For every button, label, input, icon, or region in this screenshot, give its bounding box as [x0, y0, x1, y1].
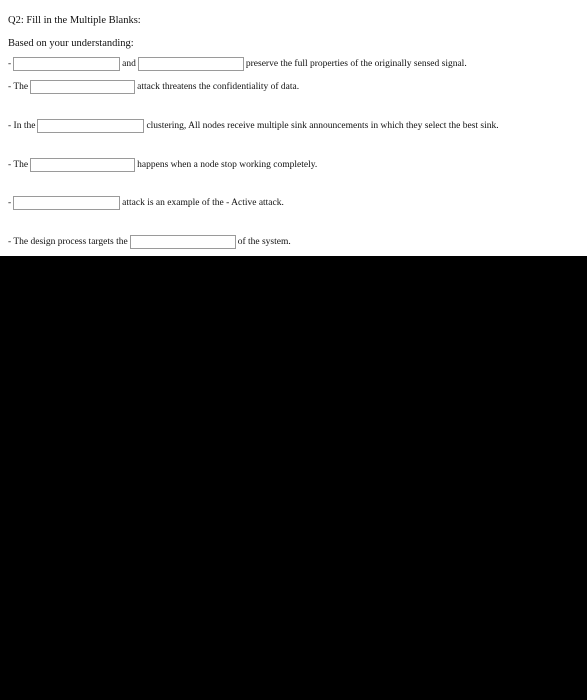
row-4-prefix: - The [8, 160, 29, 170]
row-1-prefix: - [8, 59, 12, 69]
question-panel [0, 0, 587, 256]
row-1-blank-2-input[interactable] [138, 57, 244, 71]
row-6-blank-input[interactable] [130, 235, 236, 249]
row-4-blank-input[interactable] [30, 158, 135, 172]
row-4-suffix: happens when a node stop working completely. [137, 160, 318, 170]
row-2-prefix: - The [8, 82, 29, 92]
row-1-suffix: preserve the full properties of the originally sensed signal. [245, 59, 467, 69]
row-3-suffix: clustering, All nodes receive multiple sink announcements in which they select the best sink. [146, 121, 499, 131]
row-5-prefix: - [8, 198, 12, 208]
blank-row-4 [8, 157, 317, 173]
question-instruction: Based on your understanding: [8, 38, 134, 49]
row-6-suffix: of the system. [237, 237, 291, 247]
row-1-blank-1-input[interactable] [13, 57, 120, 71]
row-5-blank-input[interactable] [13, 196, 120, 210]
blank-row-1 [8, 56, 467, 72]
blank-row-3 [8, 118, 499, 134]
blank-row-2 [8, 79, 299, 95]
question-title: Q2: Fill in the Multiple Blanks: [8, 15, 141, 26]
row-2-suffix: attack threatens the confidentiality of data. [137, 82, 300, 92]
row-3-prefix: - In the [8, 121, 36, 131]
row-6-prefix: - The design process targets the [8, 237, 128, 247]
row-1-middle: and [122, 59, 136, 69]
blank-row-6 [8, 234, 291, 250]
row-2-blank-input[interactable] [30, 80, 135, 94]
row-5-suffix: attack is an example of the - Active attack. [122, 198, 284, 208]
blank-row-5 [8, 195, 284, 211]
row-3-blank-input[interactable] [37, 119, 144, 133]
